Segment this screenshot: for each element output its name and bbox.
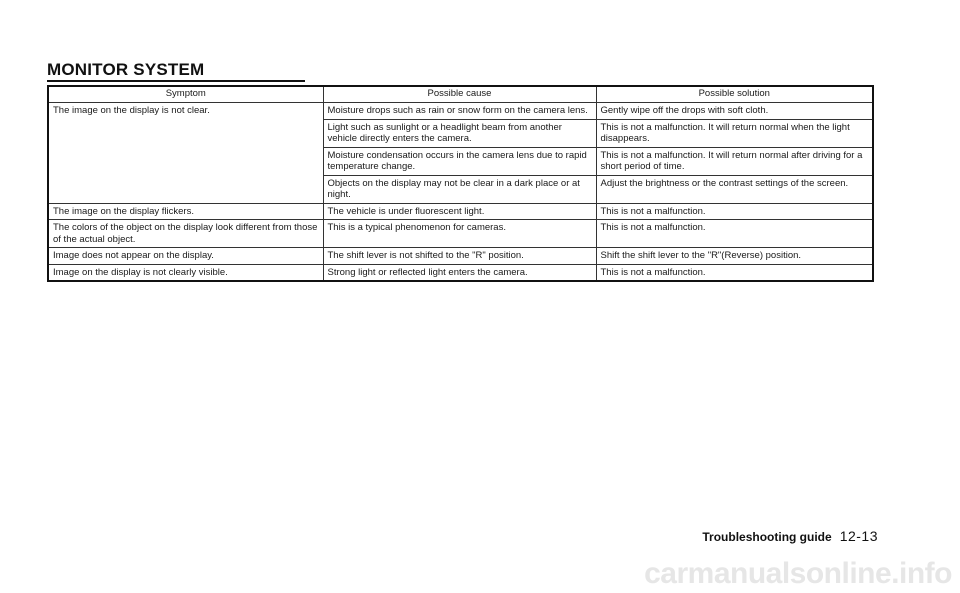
table-row [48,220,873,248]
symptom-cell: Image does not appear on the display. [48,248,323,265]
table-row [48,264,873,281]
table-row [48,103,873,120]
page-footer [702,528,878,544]
header-symptom: Symptom [48,86,323,103]
solution-cell: This is not a malfunction. It will return normal when the light disappears. [596,119,873,147]
troubleshooting-table [47,85,874,282]
title-rule [47,80,305,82]
symptom-cell: The colors of the object on the display look different from those of the actual object. [48,220,323,248]
solution-cell: Gently wipe off the drops with soft cloth. [596,103,873,120]
cause-cell: Strong light or reflected light enters the camera. [323,264,596,281]
header-possible-cause: Possible cause [323,86,596,103]
solution-cell: This is not a malfunction. [596,203,873,220]
cause-cell: Moisture drops such as rain or snow form on the camera lens. [323,103,596,120]
cause-cell: Moisture condensation occurs in the camera lens due to rapid temperature change. [323,147,596,175]
table-header-row [48,86,873,103]
solution-cell: This is not a malfunction. [596,220,873,248]
solution-cell: This is not a malfunction. It will return normal after driving for a short period of time. [596,147,873,175]
watermark: carmanualsonline.info [644,557,952,590]
table-row [48,203,873,220]
cause-cell: The vehicle is under fluorescent light. [323,203,596,220]
solution-cell: Shift the shift lever to the "R"(Reverse) position. [596,248,873,265]
cause-cell: Objects on the display may not be clear in a dark place or at night. [323,175,596,203]
footer-chapter-title: Troubleshooting guide [702,530,832,544]
cause-cell: Light such as sunlight or a headlight beam from another vehicle directly enters the camera. [323,119,596,147]
footer-page-number: 12-13 [839,528,878,544]
symptom-cell: Image on the display is not clearly visible. [48,264,323,281]
symptom-cell: The image on the display flickers. [48,203,323,220]
table-row [48,248,873,265]
cause-cell: This is a typical phenomenon for cameras. [323,220,596,248]
solution-cell: This is not a malfunction. [596,264,873,281]
cause-cell: The shift lever is not shifted to the "R" position. [323,248,596,265]
symptom-cell: The image on the display is not clear. [48,103,323,204]
troubleshooting-table-wrap [47,85,872,282]
section-title: MONITOR SYSTEM [47,60,205,79]
solution-cell: Adjust the brightness or the contrast settings of the screen. [596,175,873,203]
header-possible-solution: Possible solution [596,86,873,103]
